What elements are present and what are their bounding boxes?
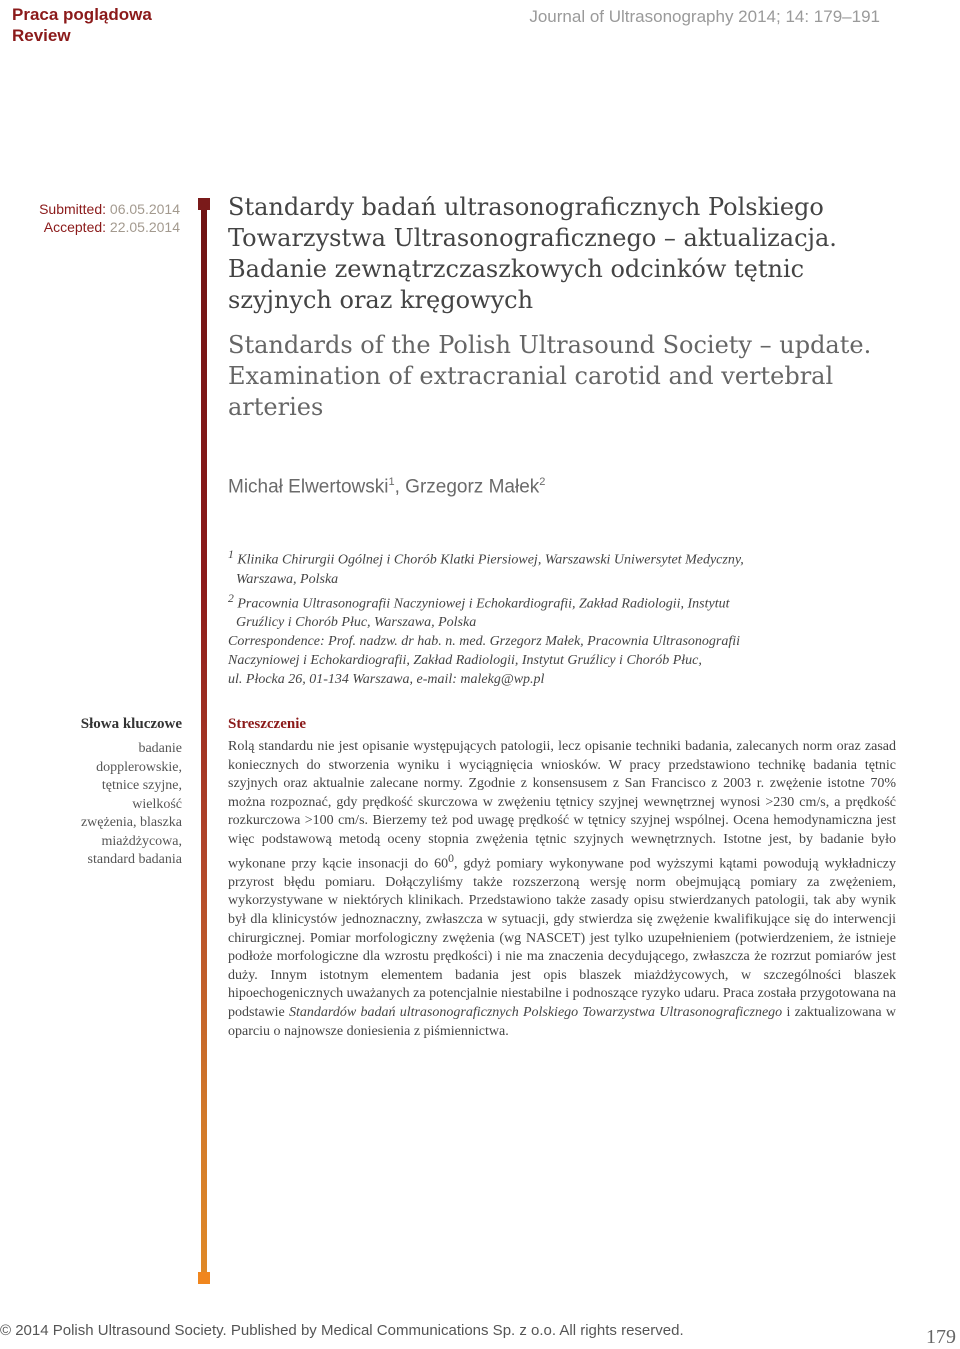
- keywords-list: [10, 740, 182, 870]
- keyword-line: dopplerowskie,: [96, 759, 182, 775]
- abstract-text-italic: Standardów badań ultrasonograficznych Polskiego Towarzystwa Ultrasonograficznego: [289, 1004, 783, 1020]
- correspondence-line2: Naczyniowej i Echokardiografii, Zakład Radiologii, Instytut Gruźlicy i Chorób Płuc,: [228, 653, 702, 669]
- article-type: [12, 4, 152, 46]
- author-2: Grzegorz Małek: [405, 476, 540, 498]
- keyword-line: zwężenia, blaszka: [80, 815, 182, 830]
- author-separator: ,: [394, 476, 406, 498]
- keyword-line: tętnice szyjne,: [101, 778, 182, 793]
- keyword-line: miażdżycowa,: [101, 833, 182, 849]
- affiliations-block: [228, 545, 928, 689]
- author-1-affil: 1: [388, 476, 395, 488]
- divider-cap-top: [198, 198, 210, 210]
- abstract-text-main: Rolą standardu nie jest opisanie występujących patologii, lecz opisanie techniki badania, zalecanych norm oraz zasad koniecznych do stworzenia wyniku i wyciągnięcia wniosków. W pracy przedstawiono technikę badania tętnic szyjnych oraz aktualnie zalecane normy. Zgodnie z konsensusem z San Francisco z 2003 r. zwężenie istotne 70% można rozpoznać, gdy prędkość skurczowa w zwężeniu tętnicy szyjnej wewnętrznej wynosi >230 cm/s, a prędkość rozkurczowa >100 cm/s. Bierzemy też pod uwagę prędkość w tętnicy szyjnej wspólnej. Ocena hemodynamiczna jest więc podstawową metodą oceny stopnia zwężenia tętnic szyjnych wewnętrznych. Istotne jest, by badanie było wykonane przy kącie insonacji do 60: [228, 739, 896, 872]
- accepted-label: Accepted:: [43, 219, 107, 235]
- submitted-value: 06.05.2014: [109, 201, 180, 217]
- affiliation-2-sup: 2: [228, 591, 234, 605]
- abstract-text-end: i zaktualizowana w oparciu o najnowsze doniesienia z piśmiennictwa.: [228, 1004, 897, 1039]
- title-en-line: Examination of extracranial carotid and vertebral: [228, 362, 834, 390]
- keyword-line: wielkość: [132, 796, 182, 812]
- title-en-line: arteries: [228, 393, 324, 421]
- dates-block: [6, 200, 180, 236]
- journal-citation: Journal of Ultrasonography 2014; 14: 179–191: [529, 7, 880, 26]
- keyword-line: badanie: [138, 741, 182, 756]
- affiliation-1: [228, 545, 928, 570]
- title-pl-line: Badanie zewnątrzczaszkowych odcinków tętnic: [228, 255, 805, 283]
- keyword-line: standard badania: [87, 852, 182, 867]
- title-polish: [228, 192, 918, 316]
- submitted-label: Submitted:: [39, 201, 107, 217]
- correspondence-line1: Correspondence: Prof. nadzw. dr hab. n. med. Grzegorz Małek, Pracownia Ultrasonografii: [228, 634, 741, 650]
- author-1: Michał Elwertowski: [228, 476, 389, 498]
- correspondence-line3: ul. Płocka 26, 01-134 Warszawa, e-mail: malekg@wp.pl: [228, 672, 545, 688]
- affiliation-1-sup: 1: [228, 548, 234, 561]
- footer-copyright: © 2014 Polish Ultrasound Society. Published by Medical Communications Sp. z o.o. All rights reserved.: [0, 1322, 684, 1339]
- divider-cap-bottom: [198, 1272, 210, 1284]
- title-pl-line: szyjnych oraz kręgowych: [228, 286, 534, 314]
- keywords-title: Słowa kluczowe: [80, 716, 182, 732]
- article-type-en: Review: [12, 26, 71, 45]
- article-type-pl: Praca poglądowa: [12, 5, 152, 24]
- abstract-text-mid: , gdyż pomiary wykonywane pod wyższymi kątami powodują wykładniczy przyrost błędu pomiaru. Dołączyliśmy także rozszerzoną wersję norm obejmującą pomiary za zwężeniem, wykorzystywane w niektórych klinikach. Przedstawiono także zasady opisu stwierdzanych patologii, tak aby wynik był dla klinicystów jednoznaczny, zwłaszcza w sytuacji, gdy stwierdza się zwężenie kwalifikujące się do interwencji chirurgicznej. Pomiar morfologiczny zwężenia (wg NASCET) jest tylko uzupełnieniem (potwierdzeniem, że istnieje podłoże morfologiczne dla wzrostu prędkości) i nie ma znaczenia decydującego, zwłaszcza że rozrzut pomiarów jest duży. Innym istotnym elementem badania jest opis blaszek miażdżycowych, w szczególności blaszek hipoechogenicznych uważanych za potencjalnie niestabilne i podnoszące ryzyko udaru. Praca została przygotowana na podstawie: [228, 856, 896, 1020]
- accepted-value: 22.05.2014: [109, 219, 180, 235]
- author-2-affil: 2: [539, 476, 546, 488]
- authors-line: [228, 476, 545, 498]
- title-pl-line: Towarzystwa Ultrasonograficznego – aktualizacja.: [228, 224, 837, 252]
- affiliation-2-line1: Pracownia Ultrasonografii Naczyniowej i Echokardiografii, Zakład Radiologii, Instytut: [237, 596, 730, 612]
- abstract-degree-sup: 0: [448, 851, 454, 865]
- abstract-title: Streszczenie: [228, 716, 307, 732]
- abstract-body: [228, 738, 896, 1041]
- affiliation-2: [228, 589, 928, 614]
- accepted-row: [6, 218, 180, 236]
- submitted-row: [6, 200, 180, 218]
- affiliation-2-cont: Gruźlicy i Chorób Płuc, Warszawa, Polska: [236, 615, 477, 631]
- title-english: [228, 330, 918, 423]
- vertical-divider: [201, 202, 207, 1282]
- page-number: 179: [926, 1326, 956, 1348]
- affiliation-1-cont: Warszawa, Polska: [236, 571, 339, 587]
- title-en-line: Standards of the Polish Ultrasound Society – update.: [228, 331, 872, 359]
- title-pl-line: Standardy badań ultrasonograficznych Polskiego: [228, 193, 824, 221]
- affiliation-1-line1: Klinika Chirurgii Ogólnej i Chorób Klatki Piersiowej, Warszawski Uniwersytet Medyczny,: [237, 552, 744, 568]
